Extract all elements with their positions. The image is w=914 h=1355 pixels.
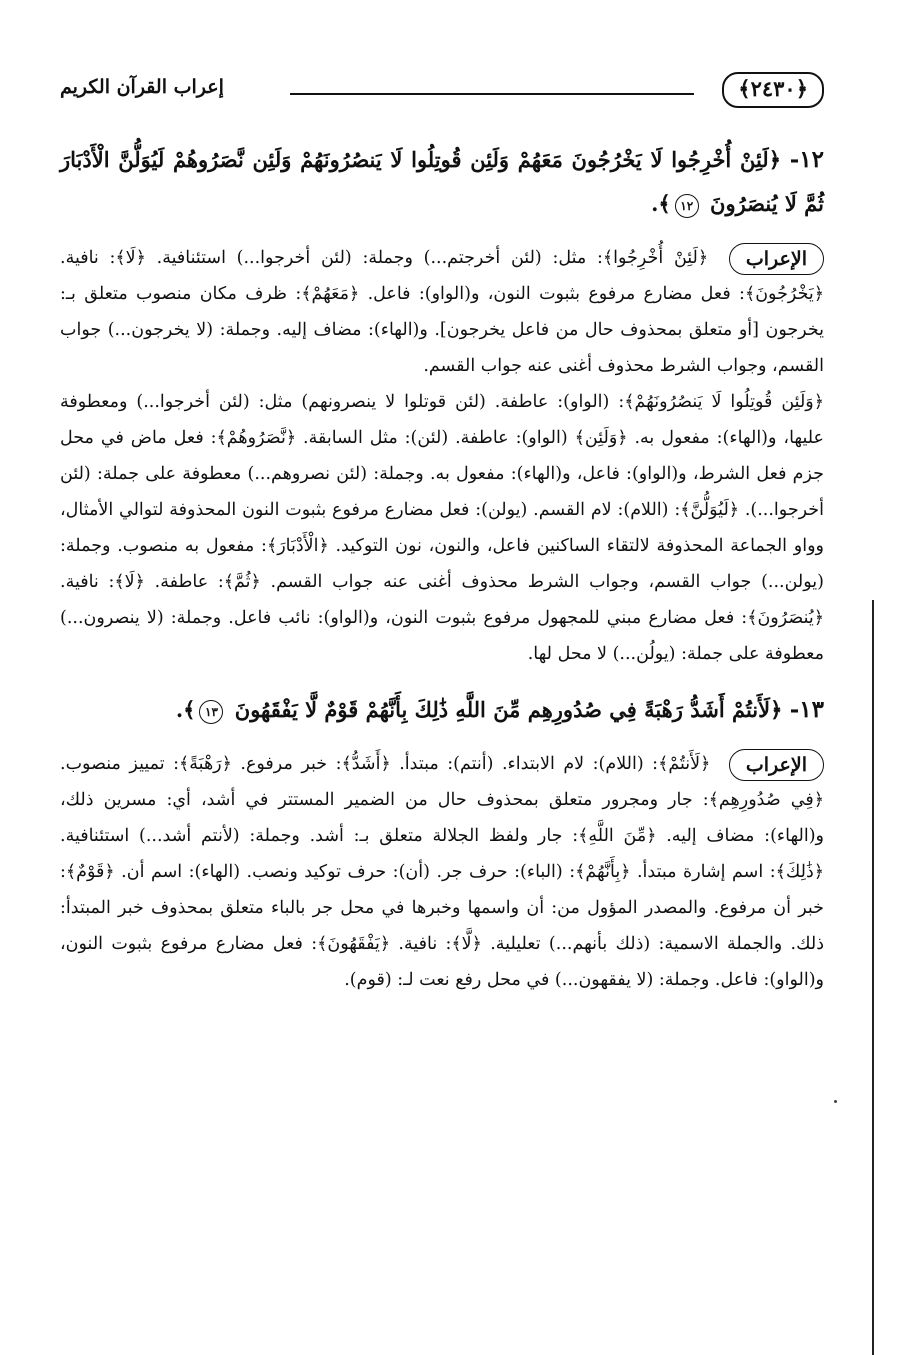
page-content <box>60 138 824 1014</box>
verse-text: ﴿لَأَنتُمْ أَشَدُّ رَهْبَةً فِي صُدُورِهِم مِّنَ اللَّهِ ذَٰلِكَ بِأَنَّهُمْ قَوْمٌ لَّا يَفْقَهُونَ <box>234 697 783 722</box>
ayah-number-marker: ١٢ <box>675 194 699 218</box>
verse-close: ﴾. <box>651 191 671 216</box>
irab-text: ﴿لَأَنتُمْ﴾: (اللام): لام الابتداء. (أنتم): مبتدأ. ﴿أَشَدُّ﴾: خبر مرفوع. ﴿رَهْبَةً﴾: تمييز منصوب. ﴿فِي صُدُورِهِم﴾: جار ومجرور متعلق بمحذوف حال من الضمير المستتر في أشد، أي: مسرين ذلك، و(الهاء): مضاف إليه. ﴿مِّنَ اللَّهِ﴾: جار ولفظ الجلالة متعلق بـ: أشد. وجملة: (لأنتم أشد...) استئنافية. ﴿ذَٰلِكَ﴾: اسم إشارة مبتدأ. ﴿بِأَنَّهُمْ﴾: (الباء): حرف جر. (أن): حرف توكيد ونصب. (الهاء): اسم أن. ﴿قَوْمٌ﴾: خبر أن مرفوع. والمصدر المؤول من: أن واسمها وخبرها في محل جر بالباء متعلق بمحذوف خبر المبتدأ: ذلك. والجملة الاسمية: (ذلك بأنهم...) تعليلية. ﴿لَّا﴾: نافية. ﴿يَفْقَهُونَ﴾: فعل مضارع مرفوع بثبوت النون، و(الواو): فاعل. وجملة: (لا يفقهون...) في محل رفع نعت لـ: (قوم). <box>60 754 824 990</box>
irab-badge: الإعراب <box>729 749 824 781</box>
scan-margin-line <box>872 600 874 1355</box>
scan-speck <box>834 1100 837 1103</box>
verse-number: ١٣- <box>789 696 824 723</box>
verse-text: ﴿لَئِنْ أُخْرِجُوا لَا يَخْرُجُونَ مَعَهُمْ وَلَئِن قُوتِلُوا لَا يَنصُرُونَهُمْ وَلَئِن نَّصَرُوهُمْ لَيُوَلُّنَّ الْأَدْبَارَ ثُمَّ لَا يُنصَرُونَ <box>60 147 824 216</box>
irab-text: ﴿وَلَئِن قُوتِلُوا لَا يَنصُرُونَهُمْ﴾: (الواو): عاطفة. (لئن قوتلوا لا ينصرونهم) مثل: (لئن أخرجوا...) ومعطوفة عليها، و(الهاء): مفعول به. ﴿وَلَئِن﴾ (الواو): عاطفة. (لئن): مثل السابقة. ﴿نَّصَرُوهُمْ﴾: فعل ماض في محل جزم فعل الشرط، و(الواو): فاعل، و(الهاء): مفعول به. وجملة: (لئن نصروهم...) معطوفة على جملة: (لئن أخرجوا...). ﴿لَيُوَلُّنَّ﴾: (اللام): لام القسم. (يولن): فعل مضارع مرفوع بثبوت النون المحذوفة لتوالي الأمثال، وواو الجماعة المحذوفة لالتقاء الساكنين فاعل، والنون، نون التوكيد. ﴿الْأَدْبَارَ﴾: مفعول به منصوب. وجملة: (يولن...) جواب القسم، وجواب الشرط محذوف أغنى عنه جواب القسم. ﴿ثُمَّ﴾: عاطفة. ﴿لَا﴾: نافية. ﴿يُنصَرُونَ﴾: فعل مضارع مبني للمجهول مرفوع بثبوت النون، و(الواو): نائب فاعل. وجملة: (لا ينصرون...) معطوفة على جملة: (يولُن...) لا محل لها. <box>60 392 824 664</box>
irab-section-12 <box>60 240 824 672</box>
irab-badge: الإعراب <box>729 243 824 275</box>
ayah-number-marker: ١٣ <box>199 700 223 724</box>
irab-paragraph <box>60 746 824 998</box>
page-number: ﴿٢٤٣٠﴾ <box>722 72 824 108</box>
verse-13 <box>60 688 824 732</box>
irab-text: ﴿لَئِنْ أُخْرِجُوا﴾: مثل: (لئن أخرجتم...) وجملة: (لئن أخرجوا...) استئنافية. ﴿لَا﴾: نافية. ﴿يَخْرُجُونَ﴾: فعل مضارع مرفوع بثبوت النون، و(الواو): فاعل. ﴿مَعَهُمْ﴾: ظرف مكان منصوب متعلق بـ: يخرجون [أو متعلق بمحذوف حال من فاعل يخرجون]. و(الهاء): مضاف إليه. وجملة: (لا يخرجون...) جواب القسم، وجواب الشرط محذوف أغنى عنه جواب القسم. <box>60 248 824 376</box>
page-header <box>60 68 824 108</box>
verse-number: ١٢- <box>789 146 824 173</box>
irab-paragraph <box>60 384 824 672</box>
irab-paragraph <box>60 240 824 384</box>
verse-12 <box>60 138 824 226</box>
book-title: إعراب القرآن الكريم <box>60 76 224 98</box>
header-rule <box>290 93 694 95</box>
verse-close: ﴾. <box>175 697 196 722</box>
irab-section-13 <box>60 746 824 998</box>
